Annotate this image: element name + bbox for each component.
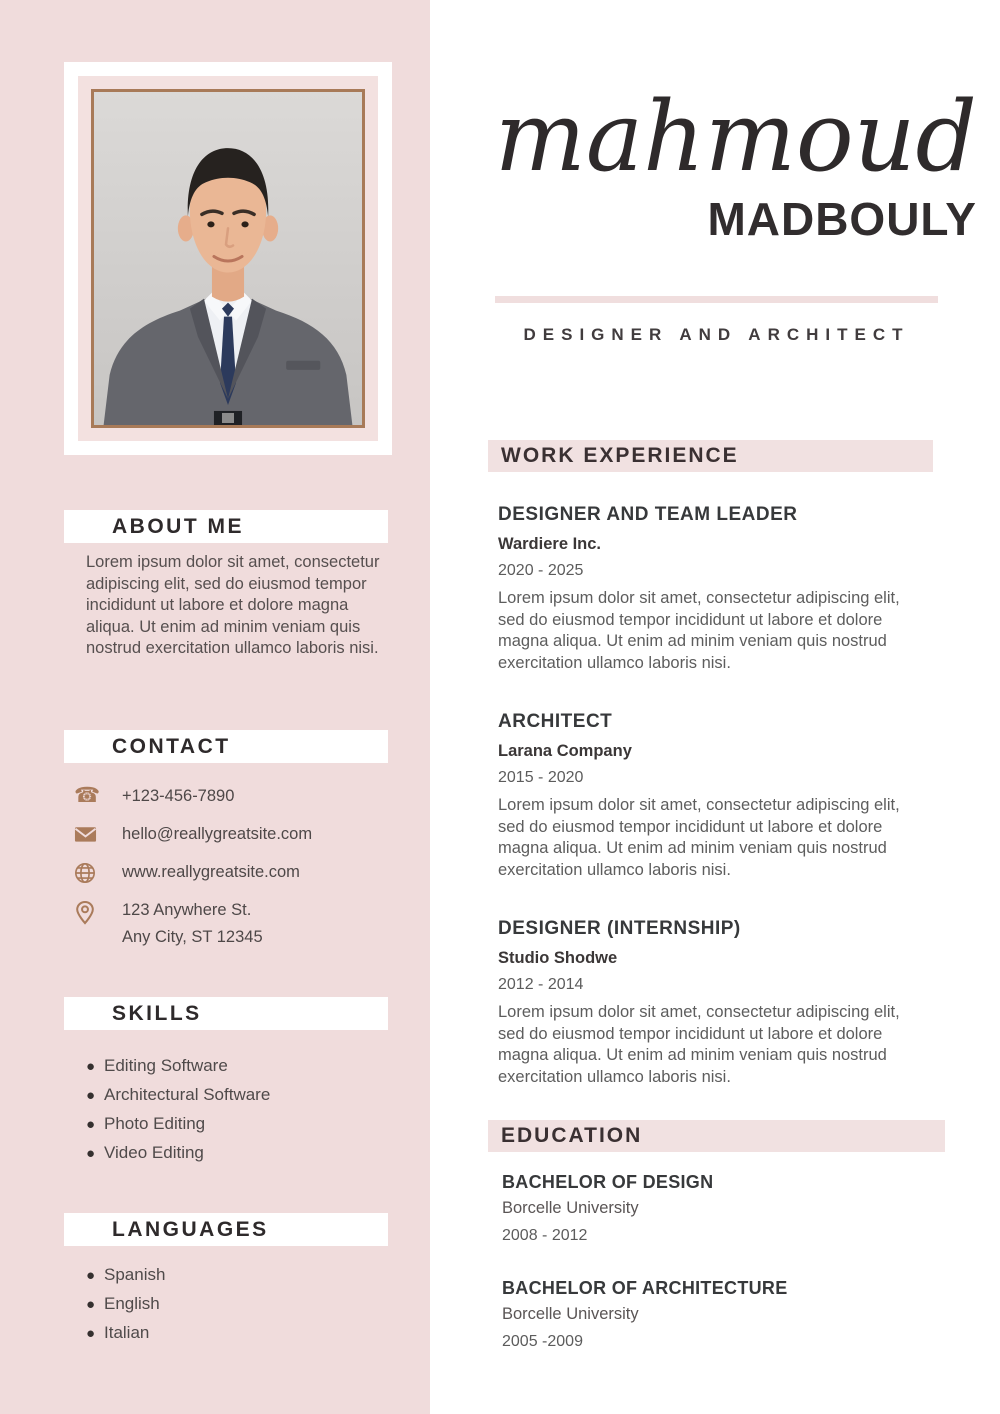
globe-icon — [74, 862, 108, 884]
job-title: DESIGNER AND TEAM LEADER — [498, 504, 798, 525]
last-name: MADBOULY — [707, 193, 977, 245]
about-me-heading — [64, 510, 388, 543]
degree-title: BACHELOR OF DESIGN — [502, 1172, 714, 1192]
language-label: English — [104, 1294, 160, 1313]
first-name: mahmoud — [494, 81, 977, 193]
school-name: Borcelle University — [502, 1199, 639, 1217]
contact-list — [74, 786, 374, 951]
languages-title: LANGUAGES — [112, 1217, 269, 1241]
job-company: Larana Company — [498, 742, 632, 760]
list-item — [86, 1261, 165, 1290]
contact-title: CONTACT — [112, 734, 231, 758]
education-heading — [488, 1120, 945, 1152]
list-item — [86, 1139, 270, 1168]
work-experience-title: WORK EXPERIENCE — [501, 444, 739, 467]
languages-heading — [64, 1213, 388, 1246]
job-dates: 2012 - 2014 — [498, 976, 584, 993]
mailing-address — [122, 897, 263, 951]
bullet-icon: ● — [86, 1145, 96, 1162]
work-experience-section — [498, 504, 924, 1125]
name-block — [495, 78, 977, 246]
skill-label: Architectural Software — [104, 1085, 271, 1104]
website-url[interactable]: www.reallygreatsite.com — [122, 863, 300, 881]
email-address[interactable]: hello@reallygreatsite.com — [122, 825, 313, 843]
contact-row-phone — [74, 786, 374, 810]
job-tagline: DESIGNER AND ARCHITECT — [523, 325, 910, 344]
list-item — [86, 1052, 270, 1081]
skill-label: Video Editing — [104, 1143, 204, 1162]
list-item — [86, 1081, 270, 1110]
photo-mat — [78, 76, 378, 441]
language-label: Spanish — [104, 1265, 166, 1284]
job-entry — [498, 918, 924, 1088]
education-section — [502, 1172, 922, 1384]
education-title: EDUCATION — [501, 1124, 643, 1147]
job-title: DESIGNER (INTERNSHIP) — [498, 918, 741, 939]
about-me-text: Lorem ipsum dolor sit amet, consectetur adipiscing elit, sed do eiusmod tempor incididunt ut labore et dolore magna aliqua. Ut enim ad minim veniam quis nostrud exercitation ullamco laboris nisi. — [86, 553, 380, 657]
work-experience-heading — [488, 440, 933, 472]
phone-icon: ☎ — [74, 784, 101, 807]
job-description: Lorem ipsum dolor sit amet, consectetur adipiscing elit, sed do eiusmod tempor incididunt ut labore et dolore magna aliqua. Ut enim ad minim veniam quis nostrud exercitation ullamco laboris nisi. — [498, 1003, 900, 1086]
bullet-icon: ● — [86, 1296, 96, 1313]
skill-label: Editing Software — [104, 1056, 228, 1075]
contact-row-email — [74, 824, 374, 848]
job-entry — [498, 504, 924, 674]
job-title: ARCHITECT — [498, 711, 613, 732]
contact-row-website — [74, 862, 374, 886]
location-icon — [74, 900, 108, 926]
photo-frame — [64, 62, 392, 455]
bullet-icon: ● — [86, 1325, 96, 1342]
bullet-icon: ● — [86, 1267, 96, 1284]
header-divider — [495, 296, 938, 303]
job-dates: 2015 - 2020 — [498, 769, 584, 786]
job-dates: 2020 - 2025 — [498, 562, 584, 579]
profile-photo — [91, 89, 365, 428]
sidebar — [0, 0, 430, 1414]
list-item — [86, 1319, 165, 1348]
phone-number[interactable]: +123-456-7890 — [122, 787, 235, 805]
education-dates: 2005 -2009 — [502, 1333, 583, 1350]
bullet-icon: ● — [86, 1087, 96, 1104]
education-dates: 2008 - 2012 — [502, 1227, 588, 1244]
job-entry — [498, 711, 924, 881]
bullet-icon: ● — [86, 1058, 96, 1075]
contact-row-address — [74, 900, 374, 951]
skills-list — [86, 1052, 270, 1168]
education-entry — [502, 1172, 922, 1245]
about-me-title: ABOUT ME — [112, 514, 244, 538]
skills-heading — [64, 997, 388, 1030]
school-name: Borcelle University — [502, 1305, 639, 1323]
address-line-1: 123 Anywhere St. — [122, 901, 252, 919]
education-entry — [502, 1278, 922, 1351]
skills-title: SKILLS — [112, 1001, 202, 1025]
bullet-icon: ● — [86, 1116, 96, 1133]
degree-title: BACHELOR OF ARCHITECTURE — [502, 1278, 788, 1298]
languages-list — [86, 1261, 165, 1348]
contact-heading — [64, 730, 388, 763]
list-item — [86, 1110, 270, 1139]
language-label: Italian — [104, 1323, 150, 1342]
email-icon — [74, 824, 108, 844]
address-line-2: Any City, ST 12345 — [122, 928, 263, 946]
skill-label: Photo Editing — [104, 1114, 206, 1133]
job-company: Studio Shodwe — [498, 949, 618, 967]
job-description: Lorem ipsum dolor sit amet, consectetur adipiscing elit, sed do eiusmod tempor incididunt ut labore et dolore magna aliqua. Ut enim ad minim veniam quis nostrud exercitation ullamco laboris nisi. — [498, 796, 900, 879]
job-company: Wardiere Inc. — [498, 535, 602, 553]
list-item — [86, 1290, 165, 1319]
job-description: Lorem ipsum dolor sit amet, consectetur adipiscing elit, sed do eiusmod tempor incididunt ut labore et dolore magna aliqua. Ut enim ad minim veniam quis nostrud exercitation ullamco laboris nisi. — [498, 589, 900, 672]
